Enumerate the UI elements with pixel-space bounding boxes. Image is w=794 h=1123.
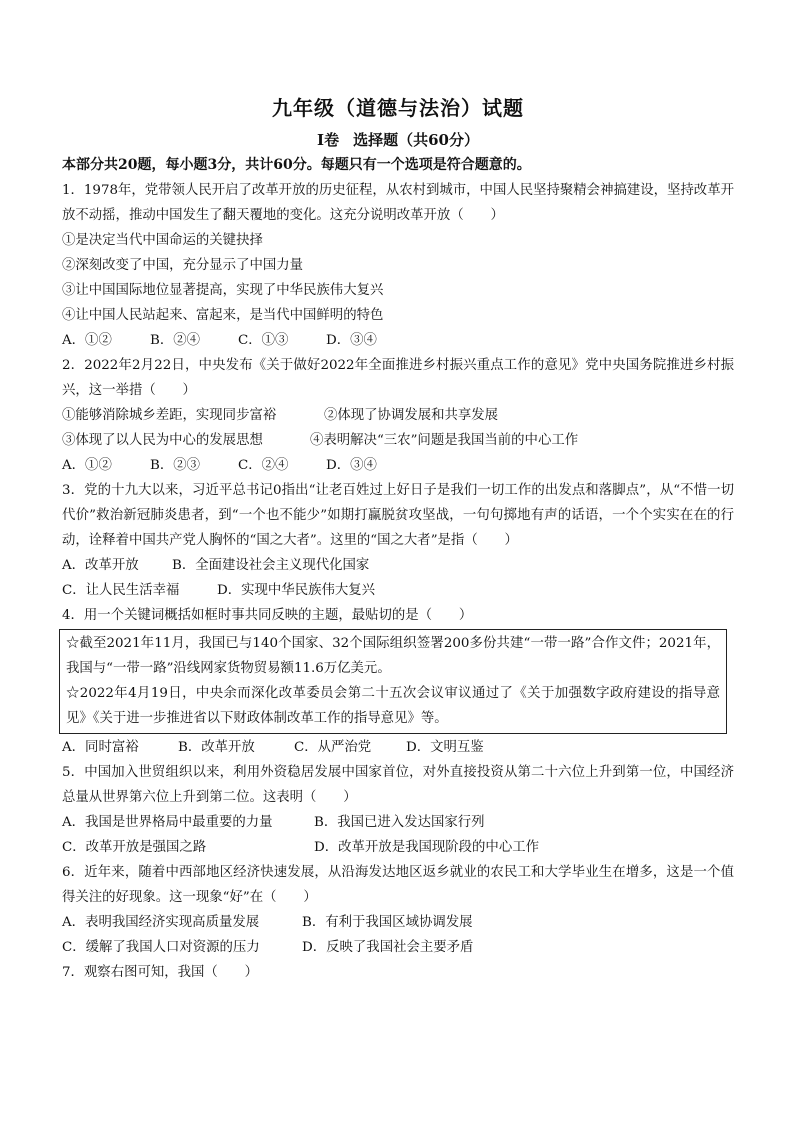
- question-3-option-a: A．改革开放: [62, 558, 139, 573]
- section-title: [62, 129, 734, 150]
- question-2-statements-row-1: [62, 403, 734, 428]
- question-3-stem: 3．党的十九大以来，习近平总书记0指出“让老百姓过上好日子是我们一切工作的出发点和落脚点”，从“不惜一切代价”救治新冠肺炎患者，到“一个也不能少”如期打赢脱贫攻坚战，一句句掷地有声的话语，一个个实实在在的行动，诠释着中国共产党人胸怀的“国之大者”。这里的“国之大者”是指（ ）: [62, 483, 734, 548]
- question-1-statement-2: ②深刻改变了中国，充分显示了中国力量: [62, 258, 304, 273]
- question-2-options: [62, 453, 734, 478]
- question-2-statement-1: ①能够消除城乡差距，实现同步富裕: [62, 408, 277, 423]
- question-3-option-d: D．实现中华民族伟大复兴: [217, 583, 376, 598]
- question-1-statement-4: ④让中国人民站起来、富起来，是当代中国鲜明的特色: [62, 308, 384, 323]
- question-6-stem: 6．近年来，随着中西部地区经济快速发展，从沿海发达地区返乡就业的农民工和大学毕业生在增多，这是一个值得关注的好现象。这一现象“好”在（ ）: [62, 865, 734, 905]
- question-4-news-item-2: ☆2022年4月19日，中央余而深化改革委员会第二十五次会议审议通过了《关于加强数字政府建设的指导意见》《关于进一步推进省以下财政体制改革工作的指导意见》等。: [66, 686, 720, 726]
- question-5-option-b: B．我国已进入发达国家行列: [314, 815, 485, 830]
- question-2-option-c: C．②④: [238, 458, 289, 473]
- question-3-option-c: C．让人民生活幸福: [62, 583, 180, 598]
- question-4-news-item-1: ☆截至2021年11月，我国已与140个国家、32个国际组织签署200多份共建“一带一路”合作文件；2021年，我国与“一带一路”沿线网家货物贸易额11.6万亿美元。: [66, 636, 720, 676]
- question-5-stem: 5．中国加入世贸组织以来，利用外资稳居发展中国家首位，对外直接投资从第二十六位上升到第一位，中国经济总量从世界第六位上升到第二位。这表明（ ）: [62, 765, 734, 805]
- question-4-option-b: B．改革开放: [178, 740, 255, 755]
- question-5-options-row-1: [62, 810, 734, 835]
- question-5-option-d: D．改革开放是我国现阶段的中心工作: [314, 840, 539, 855]
- question-1-stem: 1．1978年，党带领人民开启了改革开放的历史征程，从农村到城市，中国人民坚持聚精会神搞建设，坚持改革开放不动摇，推动中国发生了翻天覆地的变化。这充分说明改革开放（ ）: [62, 183, 734, 223]
- question-6-options-row-2: [62, 935, 734, 960]
- question-1-statement-3: ③让中国国际地位显著提高，实现了中华民族伟大复兴: [62, 283, 384, 298]
- question-3-options-row-2: [62, 578, 734, 603]
- question-4-stem: 4．用一个关键词概括如框时事共同反映的主题，最贴切的是（ ）: [62, 608, 473, 623]
- question-1-option-a: A．①②: [62, 333, 112, 348]
- section-name: 选择题（共60分）: [353, 131, 479, 149]
- exam-page: [62, 92, 734, 985]
- question-1-options: [62, 328, 734, 353]
- question-6-options-row-1: [62, 910, 734, 935]
- question-6-option-b: B．有利于我国区域协调发展: [302, 915, 473, 930]
- section-instructions: 本部分共20题，每小题3分，共计60分。每题只有一个选项是符合题意的。: [62, 157, 531, 173]
- question-1-option-b: B．②④: [150, 333, 201, 348]
- question-6-option-c: C．缓解了我国人口对资源的压力: [62, 940, 260, 955]
- question-3-option-b: B．全面建设社会主义现代化国家: [172, 558, 370, 573]
- question-4-news-box: [59, 629, 727, 734]
- question-5-options-row-2: [62, 835, 734, 860]
- question-2-option-b: B．②③: [150, 458, 201, 473]
- question-4-option-d: D．文明互鉴: [406, 740, 484, 755]
- question-1-option-c: C．①③: [238, 333, 289, 348]
- question-5-option-c: C．改革开放是强国之路: [62, 840, 207, 855]
- question-7-stem: 7．观察右图可知，我国（ ）: [62, 965, 258, 980]
- question-6-option-a: A．表明我国经济实现高质量发展: [62, 915, 260, 930]
- section-volume: Ⅰ卷: [317, 131, 340, 149]
- question-2-stem: 2．2022年2月22日，中央发布《关于做好2022年全面推进乡村振兴重点工作的意见》党中央国务院推进乡村振兴，这一举措（ ）: [62, 358, 734, 398]
- question-4-options: [62, 735, 734, 760]
- question-5-option-a: A．我国是世界格局中最重要的力量: [62, 815, 273, 830]
- question-2-statement-2: ②体现了协调发展和共享发展: [324, 408, 499, 423]
- question-2-option-a: A．①②: [62, 458, 112, 473]
- exam-title: 九年级（道德与法治）试题: [272, 96, 524, 120]
- question-6-option-d: D．反映了我国社会主要矛盾: [302, 940, 474, 955]
- question-2-statement-4: ④表明解决“三农”问题是我国当前的中心工作: [310, 433, 579, 448]
- question-2-statement-3: ③体现了以人民为中心的发展思想: [62, 433, 263, 448]
- question-4-option-c: C．从严治党: [294, 740, 372, 755]
- question-2-statements-row-2: [62, 428, 734, 453]
- question-3-options-row-1: [62, 553, 734, 578]
- question-4-option-a: A．同时富裕: [62, 740, 139, 755]
- question-2-option-d: D．③④: [326, 458, 377, 473]
- question-1-option-d: D．③④: [326, 333, 377, 348]
- question-1-statement-1: ①是决定当代中国命运的关键抉择: [62, 233, 263, 248]
